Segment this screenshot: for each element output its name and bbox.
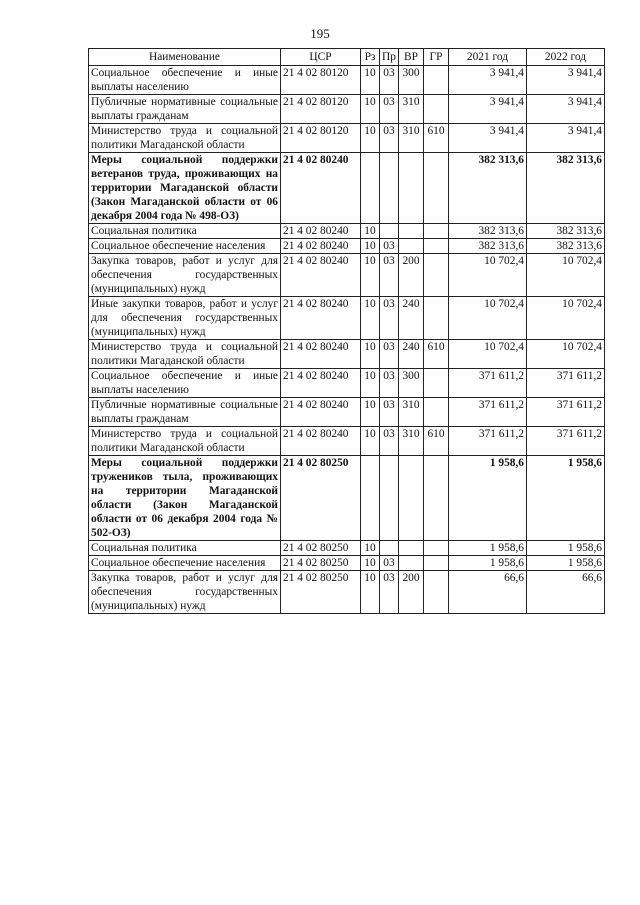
cell-csr: 21 4 02 80250 xyxy=(281,541,361,556)
cell-vr: 310 xyxy=(399,95,424,124)
header-2022: 2022 год xyxy=(527,49,605,66)
cell-pr: 03 xyxy=(380,340,399,369)
cell-y2021: 10 702,4 xyxy=(449,297,527,340)
cell-gr xyxy=(424,95,449,124)
cell-pr xyxy=(380,541,399,556)
cell-pr: 03 xyxy=(380,297,399,340)
page-number: 195 xyxy=(310,26,330,41)
table-row xyxy=(89,556,605,571)
cell-rz: 10 xyxy=(361,95,380,124)
cell-pr: 03 xyxy=(380,427,399,456)
cell-name: Министерство труда и социальной политики Магаданской области xyxy=(89,427,281,456)
cell-y2022: 382 313,6 xyxy=(527,153,605,224)
cell-y2021: 371 611,2 xyxy=(449,398,527,427)
cell-name: Меры социальной поддержки тружеников тыла, проживающих на территории Магаданской области (Закон Магаданской области от 06 декабря 2004 года № 502-ОЗ) xyxy=(89,456,281,541)
cell-vr xyxy=(399,456,424,541)
cell-gr xyxy=(424,224,449,239)
cell-gr: 610 xyxy=(424,124,449,153)
header-vr: ВР xyxy=(399,49,424,66)
cell-vr xyxy=(399,239,424,254)
cell-vr: 240 xyxy=(399,340,424,369)
cell-gr: 610 xyxy=(424,427,449,456)
table-body xyxy=(89,66,605,614)
cell-y2022: 3 941,4 xyxy=(527,66,605,95)
cell-name: Социальная политика xyxy=(89,541,281,556)
cell-pr: 03 xyxy=(380,239,399,254)
cell-pr: 03 xyxy=(380,369,399,398)
cell-rz: 10 xyxy=(361,297,380,340)
cell-name: Закупка товаров, работ и услуг для обеспечения государственных (муниципальных) нужд xyxy=(89,254,281,297)
cell-pr: 03 xyxy=(380,66,399,95)
cell-vr: 310 xyxy=(399,427,424,456)
table-row xyxy=(89,224,605,239)
cell-csr: 21 4 02 80120 xyxy=(281,124,361,153)
cell-vr: 200 xyxy=(399,571,424,614)
header-name: Наименование xyxy=(89,49,281,66)
cell-y2021: 1 958,6 xyxy=(449,456,527,541)
cell-rz: 10 xyxy=(361,224,380,239)
cell-csr: 21 4 02 80240 xyxy=(281,239,361,254)
cell-gr xyxy=(424,541,449,556)
table-header-row xyxy=(89,49,605,66)
cell-vr: 240 xyxy=(399,297,424,340)
cell-y2021: 382 313,6 xyxy=(449,224,527,239)
cell-csr: 21 4 02 80120 xyxy=(281,95,361,124)
cell-pr xyxy=(380,153,399,224)
cell-pr xyxy=(380,224,399,239)
cell-y2022: 3 941,4 xyxy=(527,95,605,124)
cell-pr: 03 xyxy=(380,398,399,427)
table-row xyxy=(89,254,605,297)
cell-pr: 03 xyxy=(380,124,399,153)
cell-pr: 03 xyxy=(380,95,399,124)
cell-gr xyxy=(424,369,449,398)
cell-gr xyxy=(424,66,449,95)
cell-y2021: 3 941,4 xyxy=(449,95,527,124)
table-row xyxy=(89,66,605,95)
cell-y2021: 3 941,4 xyxy=(449,124,527,153)
cell-name: Иные закупки товаров, работ и услуг для обеспечения государственных (муниципальных) нужд xyxy=(89,297,281,340)
cell-csr: 21 4 02 80240 xyxy=(281,340,361,369)
cell-name: Меры социальной поддержки ветеранов труда, проживающих на территории Магаданской области (Закон Магаданской области от 06 декабря 2004 года № 498-ОЗ) xyxy=(89,153,281,224)
cell-y2021: 371 611,2 xyxy=(449,369,527,398)
cell-y2021: 382 313,6 xyxy=(449,239,527,254)
cell-vr xyxy=(399,541,424,556)
table-row xyxy=(89,369,605,398)
cell-vr: 200 xyxy=(399,254,424,297)
cell-name: Социальное обеспечение населения xyxy=(89,556,281,571)
cell-csr: 21 4 02 80240 xyxy=(281,297,361,340)
cell-vr xyxy=(399,153,424,224)
cell-y2021: 1 958,6 xyxy=(449,556,527,571)
cell-name: Министерство труда и социальной политики Магаданской области xyxy=(89,124,281,153)
cell-name: Публичные нормативные социальные выплаты гражданам xyxy=(89,95,281,124)
cell-gr xyxy=(424,239,449,254)
cell-y2021: 10 702,4 xyxy=(449,254,527,297)
header-pr: Пр xyxy=(380,49,399,66)
cell-gr xyxy=(424,571,449,614)
table-row xyxy=(89,340,605,369)
cell-csr: 21 4 02 80240 xyxy=(281,369,361,398)
cell-rz xyxy=(361,153,380,224)
cell-y2022: 10 702,4 xyxy=(527,254,605,297)
cell-vr xyxy=(399,224,424,239)
cell-gr xyxy=(424,556,449,571)
cell-y2022: 371 611,2 xyxy=(527,369,605,398)
header-csr: ЦСР xyxy=(281,49,361,66)
cell-y2022: 382 313,6 xyxy=(527,224,605,239)
cell-y2021: 3 941,4 xyxy=(449,66,527,95)
cell-csr: 21 4 02 80250 xyxy=(281,556,361,571)
cell-pr: 03 xyxy=(380,556,399,571)
header-gr: ГР xyxy=(424,49,449,66)
cell-gr xyxy=(424,297,449,340)
cell-gr xyxy=(424,254,449,297)
cell-y2022: 66,6 xyxy=(527,571,605,614)
cell-rz: 10 xyxy=(361,254,380,297)
cell-csr: 21 4 02 80240 xyxy=(281,153,361,224)
cell-csr: 21 4 02 80250 xyxy=(281,456,361,541)
cell-csr: 21 4 02 80240 xyxy=(281,427,361,456)
header-rz: Рз xyxy=(361,49,380,66)
cell-rz: 10 xyxy=(361,427,380,456)
cell-rz: 10 xyxy=(361,398,380,427)
table-row xyxy=(89,456,605,541)
cell-y2021: 371 611,2 xyxy=(449,427,527,456)
cell-csr: 21 4 02 80120 xyxy=(281,66,361,95)
cell-gr xyxy=(424,153,449,224)
cell-rz: 10 xyxy=(361,239,380,254)
cell-vr xyxy=(399,556,424,571)
cell-rz: 10 xyxy=(361,571,380,614)
cell-y2021: 1 958,6 xyxy=(449,541,527,556)
cell-y2021: 66,6 xyxy=(449,571,527,614)
cell-rz: 10 xyxy=(361,340,380,369)
cell-y2022: 10 702,4 xyxy=(527,340,605,369)
table-row xyxy=(89,153,605,224)
table-row xyxy=(89,541,605,556)
budget-table xyxy=(88,48,605,614)
cell-csr: 21 4 02 80240 xyxy=(281,398,361,427)
cell-name: Публичные нормативные социальные выплаты гражданам xyxy=(89,398,281,427)
cell-rz: 10 xyxy=(361,556,380,571)
cell-gr xyxy=(424,456,449,541)
cell-pr xyxy=(380,456,399,541)
table-row xyxy=(89,398,605,427)
table-row xyxy=(89,239,605,254)
cell-vr: 310 xyxy=(399,124,424,153)
cell-rz: 10 xyxy=(361,369,380,398)
cell-rz: 10 xyxy=(361,541,380,556)
cell-name: Социальная политика xyxy=(89,224,281,239)
cell-y2021: 10 702,4 xyxy=(449,340,527,369)
cell-gr: 610 xyxy=(424,340,449,369)
cell-name: Социальное обеспечение и иные выплаты населению xyxy=(89,66,281,95)
cell-y2022: 1 958,6 xyxy=(527,456,605,541)
cell-y2022: 1 958,6 xyxy=(527,541,605,556)
cell-y2022: 3 941,4 xyxy=(527,124,605,153)
cell-csr: 21 4 02 80240 xyxy=(281,254,361,297)
cell-y2021: 382 313,6 xyxy=(449,153,527,224)
cell-rz xyxy=(361,456,380,541)
table-row xyxy=(89,124,605,153)
header-2021: 2021 год xyxy=(449,49,527,66)
cell-pr: 03 xyxy=(380,254,399,297)
cell-csr: 21 4 02 80250 xyxy=(281,571,361,614)
cell-rz: 10 xyxy=(361,124,380,153)
cell-gr xyxy=(424,398,449,427)
table-row xyxy=(89,95,605,124)
cell-vr: 300 xyxy=(399,66,424,95)
cell-name: Социальное обеспечение населения xyxy=(89,239,281,254)
cell-y2022: 371 611,2 xyxy=(527,427,605,456)
cell-y2022: 10 702,4 xyxy=(527,297,605,340)
table-row xyxy=(89,571,605,614)
table-row xyxy=(89,297,605,340)
cell-vr: 300 xyxy=(399,369,424,398)
cell-y2022: 382 313,6 xyxy=(527,239,605,254)
cell-name: Социальное обеспечение и иные выплаты населению xyxy=(89,369,281,398)
cell-name: Министерство труда и социальной политики Магаданской области xyxy=(89,340,281,369)
table-row xyxy=(89,427,605,456)
cell-y2022: 371 611,2 xyxy=(527,398,605,427)
cell-name: Закупка товаров, работ и услуг для обеспечения государственных (муниципальных) нужд xyxy=(89,571,281,614)
cell-csr: 21 4 02 80240 xyxy=(281,224,361,239)
cell-y2022: 1 958,6 xyxy=(527,556,605,571)
cell-vr: 310 xyxy=(399,398,424,427)
cell-rz: 10 xyxy=(361,66,380,95)
cell-pr: 03 xyxy=(380,571,399,614)
